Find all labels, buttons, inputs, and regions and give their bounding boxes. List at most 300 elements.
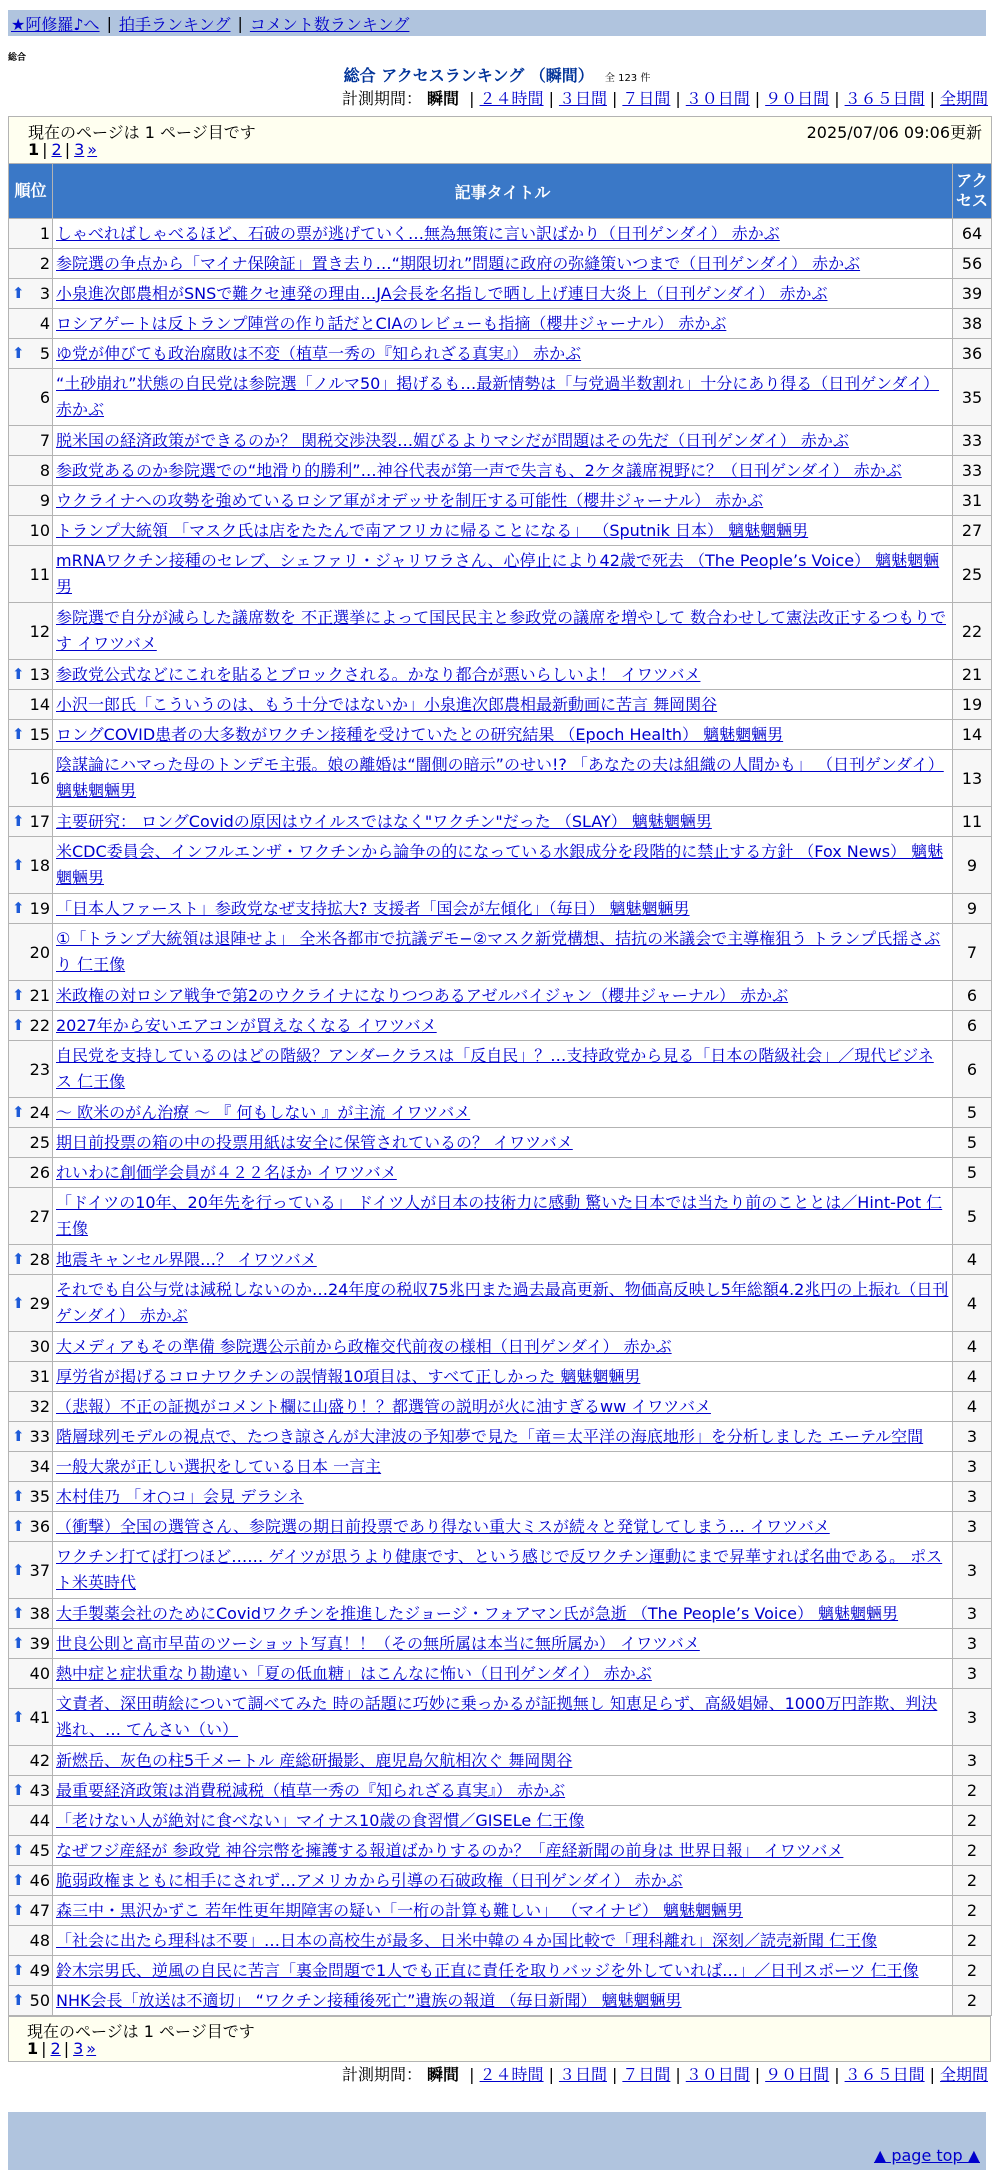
table-row bbox=[9, 750, 992, 807]
rank-cell bbox=[9, 1629, 53, 1659]
table-row bbox=[9, 981, 992, 1011]
table-row bbox=[9, 1866, 992, 1896]
access-count: 38 bbox=[953, 309, 992, 339]
rank-cell bbox=[9, 720, 53, 750]
access-count: 3 bbox=[953, 1599, 992, 1629]
pagination-top: 1 | 2 | 3 » bbox=[28, 140, 98, 159]
nav-link-asyura[interactable]: ★阿修羅♪へ bbox=[11, 14, 100, 34]
title-cell bbox=[53, 1926, 953, 1956]
period-option-link[interactable]: ７日間 bbox=[622, 89, 671, 108]
title-cell bbox=[53, 924, 953, 981]
up-arrow-icon: ⬆ bbox=[12, 1103, 25, 1121]
period-separator: | bbox=[548, 2065, 554, 2084]
table-row bbox=[9, 339, 992, 369]
rank-cell bbox=[9, 1392, 53, 1422]
page-link-3[interactable]: 3 bbox=[74, 140, 85, 159]
table-row bbox=[9, 1245, 992, 1275]
rank-number: 14 bbox=[29, 695, 50, 714]
access-count: 3 bbox=[953, 1452, 992, 1482]
rank-cell bbox=[9, 516, 53, 546]
rank-number: 6 bbox=[39, 387, 50, 407]
period-option-link[interactable]: ９０日間 bbox=[765, 2065, 830, 2084]
rank-number: 47 bbox=[29, 1901, 50, 1920]
period-option-link[interactable]: ３６５日間 bbox=[844, 89, 925, 108]
access-count: 3 bbox=[953, 1689, 992, 1746]
rank-number: 2 bbox=[39, 254, 50, 273]
title-cell bbox=[53, 426, 953, 456]
article-title-link[interactable]: 脆弱政権まともに相手にされず…アメリカから引導の石破政権（日刊ゲンダイ） 赤かぶ bbox=[56, 1870, 683, 1890]
article-title-link[interactable]: それでも自公与党は減税しないのか…24年度の税収75兆円また過去最高更新、物価高反映し5年総額4.2兆円の上振れ（日刊ゲンダイ） 赤かぶ bbox=[56, 1280, 949, 1325]
article-title-link[interactable]: 自民党を支持しているのはどの階級？アンダークラスは「反自民」？…支持政党から見る「日本の階級社会」／現代ビジネス 仁王像 bbox=[56, 1046, 934, 1091]
access-count: 3 bbox=[953, 1422, 992, 1452]
table-row bbox=[9, 690, 992, 720]
rank-cell bbox=[9, 1776, 53, 1806]
title-cell bbox=[53, 1542, 953, 1599]
period-label-bottom: 計測期間： bbox=[341, 2065, 422, 2084]
rank-cell bbox=[9, 1422, 53, 1452]
article-title-link[interactable]: 2027年から安いエアコンが買えなくなる イワツバメ bbox=[56, 1015, 437, 1035]
rank-cell bbox=[9, 546, 53, 603]
title-cell bbox=[53, 1158, 953, 1188]
access-count: 2 bbox=[953, 1806, 992, 1836]
rank-number: 17 bbox=[29, 812, 50, 831]
article-title-link[interactable]: 森三中・黒沢かずこ 若年性更年期障害の疑い「一桁の計算も難しい」 （マイナビ） 魑魅魍魎男 bbox=[56, 1900, 743, 1920]
access-count: 3 bbox=[953, 1746, 992, 1776]
rank-cell bbox=[9, 1332, 53, 1362]
table-row bbox=[9, 894, 992, 924]
period-selector-bottom bbox=[0, 2064, 988, 2086]
period-options bbox=[464, 89, 988, 108]
title-cell bbox=[53, 1512, 953, 1542]
rank-number: 39 bbox=[29, 1634, 50, 1653]
nav-separator: | bbox=[106, 13, 112, 33]
title-cell bbox=[53, 1392, 953, 1422]
rank-cell bbox=[9, 309, 53, 339]
rank-cell bbox=[9, 486, 53, 516]
title-cell bbox=[53, 339, 953, 369]
rank-number: 15 bbox=[29, 725, 50, 744]
up-arrow-icon: ⬆ bbox=[12, 1016, 25, 1034]
access-count: 4 bbox=[953, 1392, 992, 1422]
table-row bbox=[9, 1836, 992, 1866]
period-option-link[interactable]: ３日間 bbox=[558, 2065, 607, 2084]
period-selected-bottom: 瞬間 bbox=[427, 2065, 460, 2084]
period-separator: | bbox=[929, 2065, 935, 2084]
article-title-link[interactable]: 木村佳乃 「オ○コ」会見 デラシネ bbox=[56, 1486, 304, 1506]
rank-number: 43 bbox=[29, 1781, 50, 1800]
rank-cell bbox=[9, 1806, 53, 1836]
period-separator: | bbox=[929, 89, 935, 108]
rank-number: 10 bbox=[29, 521, 50, 540]
table-row bbox=[9, 837, 992, 894]
rank-number: 22 bbox=[29, 1016, 50, 1035]
period-options-bottom bbox=[464, 2065, 988, 2084]
title-cell bbox=[53, 660, 953, 690]
rank-cell bbox=[9, 339, 53, 369]
up-arrow-icon: ⬆ bbox=[12, 344, 25, 362]
title-cell bbox=[53, 1836, 953, 1866]
title-cell bbox=[53, 1245, 953, 1275]
rank-cell bbox=[9, 690, 53, 720]
article-title-link[interactable]: ゆ党が伸びても政治腐敗は不変（植草一秀の『知られざる真実』） 赤かぶ bbox=[56, 343, 582, 363]
access-count: 13 bbox=[953, 750, 992, 807]
article-title-link[interactable]: しゃべればしゃべるほど、石破の票が逃げていく…無為無策に言い訳ばかり（日刊ゲンダイ） 赤かぶ bbox=[56, 223, 780, 243]
rank-cell bbox=[9, 1986, 53, 2016]
rank-number: 30 bbox=[29, 1337, 50, 1356]
article-title-link[interactable]: ロシアゲートは反トランプ陣営の作り話だとCIAのレビューも指摘（櫻井ジャーナル） 赤かぶ bbox=[56, 313, 727, 333]
up-arrow-icon: ⬆ bbox=[12, 1871, 25, 1889]
page-info-top bbox=[9, 117, 992, 164]
access-count: 6 bbox=[953, 1041, 992, 1098]
rank-number: 13 bbox=[29, 665, 50, 684]
access-count: 9 bbox=[953, 894, 992, 924]
period-selected: 瞬間 bbox=[427, 89, 460, 108]
access-count: 2 bbox=[953, 1896, 992, 1926]
nav-link-clap-ranking[interactable]: 拍手ランキング bbox=[118, 14, 231, 34]
article-title-link[interactable]: 地震キャンセル界隈…？ イワツバメ bbox=[56, 1249, 317, 1269]
access-count: 64 bbox=[953, 219, 992, 249]
table-row bbox=[9, 1362, 992, 1392]
article-title-link[interactable]: 最重要経済政策は消費税減税（植草一秀の『知られざる真実』） 赤かぶ bbox=[56, 1780, 566, 1800]
access-count: 2 bbox=[953, 1776, 992, 1806]
article-title-link[interactable]: 陰謀論にハマった母のトンデモ主張。娘の離婚は“闇側の暗示”のせい!? 「あなたの夫は組織の人間かも」 （日刊ゲンダイ） 魑魅魍魎男 bbox=[56, 755, 944, 800]
article-title-link[interactable]: 米CDC委員会、インフルエンザ・ワクチンから論争の的になっている水銀成分を段階的に禁止する方針 （Fox News） 魑魅魍魎男 bbox=[56, 842, 944, 887]
rank-cell bbox=[9, 249, 53, 279]
rank-number: 25 bbox=[29, 1133, 50, 1152]
header-rank: 順位 bbox=[9, 164, 53, 219]
article-title-link[interactable]: 「社会に出たら理科は不要」…日本の高校生が最多、日米中韓の４か国比較で「理科離れ」深刻／読売新聞 仁王像 bbox=[56, 1930, 878, 1950]
access-count: 3 bbox=[953, 1512, 992, 1542]
title-cell bbox=[53, 1896, 953, 1926]
table-row bbox=[9, 456, 992, 486]
page-top-link[interactable]: ▲ page top ▲ bbox=[873, 2145, 980, 2165]
article-title-link[interactable]: 新燃岳、灰色の柱5千メートル 産総研撮影、鹿児島欠航相次ぐ 舞岡関谷 bbox=[56, 1750, 573, 1770]
title-cell bbox=[53, 279, 953, 309]
article-title-link[interactable]: ワクチン打てば打つほど…… ゲイツが思うより健康です、という感じで反ワクチン運動にまで昇華すれば名曲である。 ポスト米英時代 bbox=[56, 1547, 943, 1592]
title-cell bbox=[53, 249, 953, 279]
rank-number: 28 bbox=[29, 1250, 50, 1269]
table-row bbox=[9, 516, 992, 546]
table-row bbox=[9, 924, 992, 981]
page-current: 1 bbox=[28, 140, 40, 159]
rank-number: 3 bbox=[39, 284, 50, 303]
total-count: 全 123 件 bbox=[604, 73, 651, 84]
article-title-link[interactable]: mRNAワクチン接種のセレブ、シェファリ・ジャリワラさん、心停止により42歳で死去 （The People’s Voice） 魑魅魍魎男 bbox=[56, 551, 940, 596]
article-title-link[interactable]: 厚労省が掲げるコロナワクチンの誤情報10項目は、すべて正しかった 魑魅魍魎男 bbox=[56, 1366, 641, 1386]
access-count: 27 bbox=[953, 516, 992, 546]
rank-cell bbox=[9, 426, 53, 456]
rank-cell bbox=[9, 1542, 53, 1599]
access-count: 21 bbox=[953, 660, 992, 690]
article-title-link[interactable]: ～ 欧米のがん治療 ～ 『 何もしない 』が主流 イワツバメ bbox=[56, 1102, 471, 1122]
period-separator: | bbox=[754, 89, 761, 108]
table-row bbox=[9, 1986, 992, 2016]
access-count: 2 bbox=[953, 1866, 992, 1896]
article-title-link[interactable]: 熱中症と症状重なり勘違い「夏の低血糖」はこんなに怖い（日刊ゲンダイ） 赤かぶ bbox=[56, 1663, 652, 1683]
table-row bbox=[9, 1452, 992, 1482]
title-cell bbox=[53, 219, 953, 249]
access-count: 39 bbox=[953, 279, 992, 309]
page-link-2-bottom[interactable]: 2 bbox=[50, 2039, 61, 2058]
rank-cell bbox=[9, 1926, 53, 1956]
table-row bbox=[9, 1482, 992, 1512]
access-count: 3 bbox=[953, 1542, 992, 1599]
article-title-link[interactable]: トランプ大統領 「マスク氏は店をたたんで南アフリカに帰ることになる」 （Sputnik 日本） 魑魅魍魎男 bbox=[56, 520, 809, 540]
access-count: 25 bbox=[953, 546, 992, 603]
table-row bbox=[9, 1659, 992, 1689]
table-row bbox=[9, 1128, 992, 1158]
article-title-link[interactable]: 階層球列モデルの視点で、たつき諒さんが大津波の予知夢で見た「竜＝太平洋の海底地形」を分析しました エーテル空間 bbox=[56, 1426, 924, 1446]
up-arrow-icon: ⬆ bbox=[12, 1604, 25, 1622]
article-title-link[interactable]: なぜフジ産経が 参政党 神谷宗幣を擁護する報道ばかりするのか？「産経新聞の前身は 世界日報」 イワツバメ bbox=[56, 1840, 844, 1860]
access-count: 4 bbox=[953, 1332, 992, 1362]
page-link-2[interactable]: 2 bbox=[51, 140, 62, 159]
table-row bbox=[9, 603, 992, 660]
rank-number: 44 bbox=[29, 1811, 50, 1830]
table-row bbox=[9, 1542, 992, 1599]
period-separator: | bbox=[834, 2065, 840, 2084]
table-row bbox=[9, 1776, 992, 1806]
access-count: 2 bbox=[953, 1956, 992, 1986]
period-option-link[interactable]: ３日間 bbox=[558, 89, 607, 108]
nav-link-comment-ranking[interactable]: コメント数ランキング bbox=[249, 14, 410, 34]
up-arrow-icon: ⬆ bbox=[12, 1634, 25, 1652]
title-cell bbox=[53, 1011, 953, 1041]
access-count: 14 bbox=[953, 720, 992, 750]
up-arrow-icon: ⬆ bbox=[12, 812, 25, 830]
rank-cell bbox=[9, 981, 53, 1011]
table-row bbox=[9, 660, 992, 690]
access-count: 5 bbox=[953, 1098, 992, 1128]
article-title-link[interactable]: 小沢一郎氏「こういうのは、もう十分ではないか」小泉進次郎農相最新動画に苦言 舞岡関谷 bbox=[56, 694, 718, 714]
access-count: 36 bbox=[953, 339, 992, 369]
article-title-link[interactable]: 文責者、深田萌絵について調べてみた 時の話題に巧妙に乗っかるが証拠無し 知恵足らず、高級娼婦、1000万円詐欺、判決逃れ、… てんさい（い） bbox=[56, 1694, 938, 1739]
rank-number: 45 bbox=[29, 1841, 50, 1860]
article-title-link[interactable]: 期日前投票の箱の中の投票用紙は安全に保管されているの？ イワツバメ bbox=[56, 1132, 573, 1152]
table-row bbox=[9, 1188, 992, 1245]
access-count: 7 bbox=[953, 924, 992, 981]
rank-cell bbox=[9, 1098, 53, 1128]
pagination-bottom: 1 | 2 | 3 » bbox=[27, 2039, 97, 2058]
table-row bbox=[9, 219, 992, 249]
rank-number: 21 bbox=[29, 986, 50, 1005]
rank-number: 18 bbox=[29, 855, 50, 875]
access-count: 2 bbox=[953, 1836, 992, 1866]
article-title-link[interactable]: 参政党公式などにこれを貼るとブロックされる。かなり都合が悪いらしいよ！ イワツバメ bbox=[56, 664, 701, 684]
rank-number: 7 bbox=[39, 431, 50, 450]
period-option-link[interactable]: 全期間 bbox=[939, 2065, 988, 2084]
up-arrow-icon: ⬆ bbox=[12, 1961, 25, 1979]
title-cell bbox=[53, 1629, 953, 1659]
up-arrow-icon: ⬆ bbox=[12, 1901, 25, 1919]
nav-separator: | bbox=[237, 13, 243, 33]
article-title-link[interactable]: 大メディアもその準備 参院選公示前から政権交代前夜の様相（日刊ゲンダイ） 赤かぶ bbox=[56, 1336, 672, 1356]
article-title-link[interactable]: 一般大衆が正しい選択をしている日本 一言主 bbox=[56, 1456, 382, 1476]
access-count: 11 bbox=[953, 807, 992, 837]
up-arrow-icon: ⬆ bbox=[12, 725, 25, 743]
page-top-bar bbox=[8, 2140, 986, 2170]
access-count: 9 bbox=[953, 837, 992, 894]
period-separator: | bbox=[754, 2065, 761, 2084]
rank-cell bbox=[9, 279, 53, 309]
article-title-link[interactable]: “土砂崩れ”状態の自民党は参院選「ノルマ50」掲げるも…最新情勢は「与党過半数割れ」十分にあり得る（日刊ゲンダイ） 赤かぶ bbox=[56, 374, 940, 419]
up-arrow-icon: ⬆ bbox=[12, 1841, 25, 1859]
access-count: 31 bbox=[953, 486, 992, 516]
rank-cell bbox=[9, 1158, 53, 1188]
ranking-table bbox=[8, 116, 992, 2016]
up-arrow-icon: ⬆ bbox=[12, 1781, 25, 1799]
up-arrow-icon: ⬆ bbox=[12, 1487, 25, 1505]
access-count: 6 bbox=[953, 1011, 992, 1041]
title-cell bbox=[53, 1806, 953, 1836]
rank-cell bbox=[9, 1689, 53, 1746]
title-cell bbox=[53, 603, 953, 660]
rank-number: 20 bbox=[29, 942, 50, 962]
period-separator: | bbox=[548, 89, 554, 108]
page-link-3-bottom[interactable]: 3 bbox=[73, 2039, 84, 2058]
table-row bbox=[9, 1392, 992, 1422]
title-cell bbox=[53, 1275, 953, 1332]
table-row bbox=[9, 1746, 992, 1776]
title-cell bbox=[53, 1482, 953, 1512]
access-count: 33 bbox=[953, 456, 992, 486]
article-title-link[interactable]: 脱米国の経済政策ができるのか？ 関税交渉決裂…媚びるよりマシだが問題はその先だ（日刊ゲンダイ） 赤かぶ bbox=[56, 430, 849, 450]
title-cell bbox=[53, 1098, 953, 1128]
page-next-link-bottom[interactable]: » bbox=[86, 2039, 97, 2058]
up-arrow-icon: ⬆ bbox=[12, 1250, 25, 1268]
article-title-link[interactable]: 「老けない人が絶対に食べない」マイナス10歳の食習慣／GISELe 仁王像 bbox=[56, 1810, 585, 1830]
title-cell bbox=[53, 1332, 953, 1362]
period-label: 計測期間： bbox=[341, 89, 422, 108]
up-arrow-icon: ⬆ bbox=[12, 1517, 25, 1535]
title-cell bbox=[53, 486, 953, 516]
title-cell bbox=[53, 1422, 953, 1452]
up-arrow-icon: ⬆ bbox=[12, 1707, 25, 1726]
access-count: 22 bbox=[953, 603, 992, 660]
rank-number: 31 bbox=[29, 1367, 50, 1386]
period-separator: | bbox=[611, 89, 618, 108]
rank-cell bbox=[9, 1866, 53, 1896]
article-title-link[interactable]: （衝撃）全国の選管さん、参院選の期日前投票であり得ない重大ミスが続々と発覚してしまう… イワツバメ bbox=[56, 1516, 830, 1536]
title-cell bbox=[53, 1986, 953, 2016]
rank-number: 16 bbox=[29, 768, 50, 788]
header-access: アクセス bbox=[953, 164, 992, 219]
article-title-link[interactable]: NHK会長「放送は不適切」 “ワクチン接種後死亡”遺族の報道 （毎日新聞） 魑魅魍魎男 bbox=[56, 1990, 682, 2010]
article-title-link[interactable]: 参院選で自分が減らした議席数を 不正選挙によって国民民主と参政党の議席を増やして 数合わせして憲法改正するつもりです イワツバメ bbox=[56, 608, 947, 653]
article-title-link[interactable]: 鈴木宗男氏、逆風の自民に苦言「裏金問題で1人でも正直に責任を取りバッジを外していれば…」／日刊スポーツ 仁王像 bbox=[56, 1960, 919, 1980]
table-row bbox=[9, 1098, 992, 1128]
period-separator: | bbox=[469, 89, 475, 108]
rank-number: 11 bbox=[29, 564, 50, 584]
header-title: 記事タイトル bbox=[53, 164, 953, 219]
access-count: 3 bbox=[953, 1659, 992, 1689]
period-option-link[interactable]: ９０日間 bbox=[765, 89, 830, 108]
article-title-link[interactable]: 米政権の対ロシア戦争で第2のウクライナになりつつあるアゼルバイジャン（櫻井ジャーナル） 赤かぶ bbox=[56, 985, 789, 1005]
article-title-link[interactable]: （悲報）不正の証拠がコメント欄に山盛り！？都選管の説明が火に油すぎるww イワツバメ bbox=[56, 1396, 711, 1416]
table-row bbox=[9, 1599, 992, 1629]
up-arrow-icon: ⬆ bbox=[12, 899, 25, 917]
rank-number: 33 bbox=[29, 1427, 50, 1446]
rank-number: 35 bbox=[29, 1487, 50, 1506]
period-option-link[interactable]: ３０日間 bbox=[685, 2065, 750, 2084]
article-title-link[interactable]: 大手製薬会社のためにCovidワクチンを推進したジョージ・フォアマン氏が急逝 （The People’s Voice） 魑魅魍魎男 bbox=[56, 1603, 899, 1623]
period-option-link[interactable]: ２４時間 bbox=[479, 2065, 544, 2084]
page-current-bottom: 1 bbox=[27, 2039, 39, 2058]
up-arrow-icon: ⬆ bbox=[12, 1991, 25, 2009]
title-cell bbox=[53, 750, 953, 807]
access-count: 4 bbox=[953, 1275, 992, 1332]
article-title-link[interactable]: れいわに創価学会員が４２２名ほか イワツバメ bbox=[56, 1162, 397, 1182]
article-title-link[interactable]: ①「トランプ大統領は退陣せよ」 全米各都市で抗議デモ−②マスク新党構想、拮抗の米議会で主導権狙う トランプ氏揺さぶり 仁王像 bbox=[56, 929, 941, 974]
title-cell bbox=[53, 1599, 953, 1629]
up-arrow-icon: ⬆ bbox=[12, 284, 25, 302]
article-title-link[interactable]: 「日本人ファースト」参政党なぜ支持拡大? 支援者「国会が左傾化」（毎日） 魑魅魍魎男 bbox=[56, 898, 690, 918]
up-arrow-icon: ⬆ bbox=[12, 855, 25, 874]
ranking-rows bbox=[9, 219, 992, 2016]
table-row bbox=[9, 1689, 992, 1746]
title-cell bbox=[53, 1689, 953, 1746]
up-arrow-icon: ⬆ bbox=[12, 1427, 25, 1445]
up-arrow-icon: ⬆ bbox=[12, 1560, 25, 1579]
page-next-link[interactable]: » bbox=[87, 140, 98, 159]
article-title-link[interactable]: 小泉進次郎農相がSNSで難クセ連発の理由…JA会長を名指しで晒し上げ連日大炎上（日刊ゲンダイ） 赤かぶ bbox=[56, 283, 828, 303]
title-cell bbox=[53, 1659, 953, 1689]
title-cell bbox=[53, 1452, 953, 1482]
rank-number: 41 bbox=[29, 1707, 50, 1727]
table-row bbox=[9, 369, 992, 426]
rank-number: 26 bbox=[29, 1163, 50, 1182]
rank-cell bbox=[9, 1512, 53, 1542]
rank-cell bbox=[9, 1362, 53, 1392]
period-option-link[interactable]: 全期間 bbox=[939, 89, 988, 108]
period-option-link[interactable]: ７日間 bbox=[622, 2065, 671, 2084]
article-title-link[interactable]: 参政党あるのか参院選での“地滑り的勝利”…神谷代表が第一声で失言も、2ケタ議席視野に？（日刊ゲンダイ） 赤かぶ bbox=[56, 460, 902, 480]
period-option-link[interactable]: ２４時間 bbox=[479, 89, 544, 108]
access-count: 19 bbox=[953, 690, 992, 720]
rank-number: 8 bbox=[39, 461, 50, 480]
title-cell bbox=[53, 1362, 953, 1392]
period-option-link[interactable]: ３６５日間 bbox=[844, 2065, 925, 2084]
access-count: 6 bbox=[953, 981, 992, 1011]
rank-cell bbox=[9, 1482, 53, 1512]
title-cell bbox=[53, 516, 953, 546]
table-row bbox=[9, 1896, 992, 1926]
rank-cell bbox=[9, 1011, 53, 1041]
rank-number: 36 bbox=[29, 1517, 50, 1536]
access-count: 3 bbox=[953, 1482, 992, 1512]
article-title-link[interactable]: 「ドイツの10年、20年先を行っている」 ドイツ人が日本の技術力に感動 驚いた日本では当たり前のこととは／Hint-Pot 仁王像 bbox=[56, 1193, 943, 1238]
rank-number: 40 bbox=[29, 1664, 50, 1683]
period-option-link[interactable]: ３０日間 bbox=[685, 89, 750, 108]
rank-number: 32 bbox=[29, 1397, 50, 1416]
rank-number: 19 bbox=[29, 899, 50, 918]
article-title-link[interactable]: 主要研究： ロングCovidの原因はウイルスではなく"ワクチン"だった （SLAY） 魑魅魍魎男 bbox=[56, 811, 712, 831]
footer-bar bbox=[8, 2112, 986, 2140]
article-title-link[interactable]: ウクライナへの攻勢を強めているロシア軍がオデッサを制圧する可能性（櫻井ジャーナル） 赤かぶ bbox=[56, 490, 764, 510]
access-count: 56 bbox=[953, 249, 992, 279]
title-cell bbox=[53, 546, 953, 603]
rank-number: 12 bbox=[29, 621, 50, 641]
rank-cell bbox=[9, 456, 53, 486]
rank-cell bbox=[9, 1659, 53, 1689]
article-title-link[interactable]: 世良公則と高市早苗のツーショット写真！！（その無所属は本当に無所属か） イワツバメ bbox=[56, 1633, 700, 1653]
article-title-link[interactable]: 参院選の争点から「マイナ保険証」置き去り…“期限切れ”問題に政府の弥縫策いつまで（日刊ゲンダイ） 赤かぶ bbox=[56, 253, 861, 273]
page-info-bottom bbox=[8, 2016, 991, 2062]
rank-number: 37 bbox=[29, 1560, 50, 1580]
rank-cell bbox=[9, 807, 53, 837]
rank-cell bbox=[9, 660, 53, 690]
article-title-link[interactable]: ロングCOVID患者の大多数がワクチン接種を受けていたとの研究結果 （Epoch Health） 魑魅魍魎男 bbox=[56, 724, 784, 744]
